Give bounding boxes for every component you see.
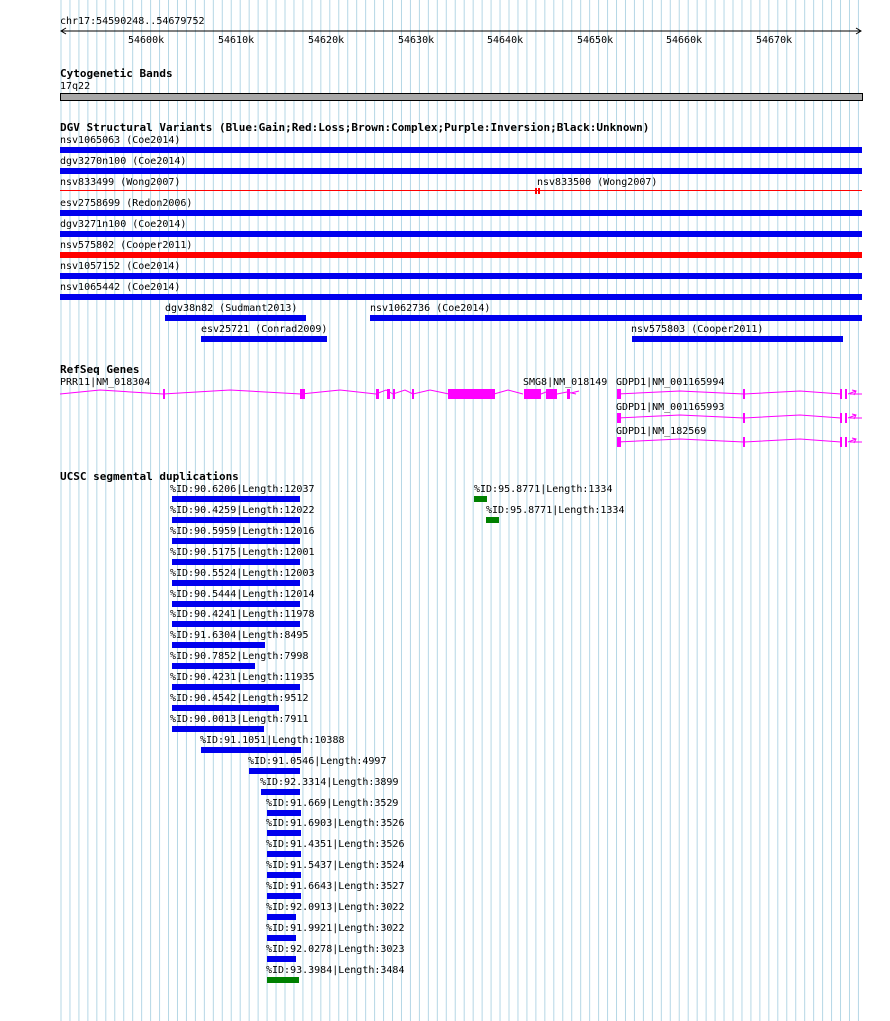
dgv-feature-bar[interactable]	[201, 336, 327, 342]
segdup-feature-label: %ID:90.4231|Length:11935	[170, 672, 315, 684]
dgv-feature-label: nsv1062736 (Coe2014)	[370, 303, 491, 314]
dgv-feature-bar[interactable]	[632, 336, 843, 342]
dgv-feature-bar[interactable]	[60, 231, 862, 237]
segdup-feature-label: %ID:95.8771|Length:1334	[486, 505, 625, 516]
gene-strand-arrow	[571, 391, 579, 393]
segdup-feature-bar[interactable]	[267, 977, 299, 983]
segdup-feature-label: %ID:91.4351|Length:3526	[266, 839, 405, 851]
segdup-feature-bar[interactable]	[172, 705, 279, 711]
segdup-feature-label: %ID:90.7852|Length:7998	[170, 651, 309, 663]
gene-label: GDPD1|NM_182569	[616, 426, 707, 437]
dgv-feature-label: nsv575803 (Cooper2011)	[631, 324, 764, 335]
ruler-tick-label: 54640k	[487, 35, 524, 46]
gene-exon	[300, 389, 305, 399]
segdup-track-title: UCSC segmental duplications	[60, 470, 239, 483]
dgv-feature-bar[interactable]	[60, 294, 862, 300]
gene-label: PRR11|NM_018304	[60, 377, 151, 388]
segdup-feature-label: %ID:90.5175|Length:12001	[170, 546, 315, 558]
gene-exon	[163, 389, 165, 399]
segdup-feature-label: %ID:92.0913|Length:3022	[266, 902, 405, 913]
ruler-tick-label: 54630k	[398, 35, 435, 46]
segdup-feature-label: %ID:90.5959|Length:12016	[170, 525, 315, 537]
gene-intron	[617, 391, 841, 394]
dgv-feature-bar[interactable]	[60, 147, 862, 153]
gene-exon	[617, 389, 621, 399]
gene-exon	[617, 437, 621, 447]
dgv-feature-bar[interactable]	[165, 315, 306, 321]
ruler-tick-label: 54600k	[128, 35, 165, 46]
segdup-feature-bar[interactable]	[249, 768, 300, 774]
gene-label: GDPD1|NM_001165994	[616, 377, 725, 388]
gene-label: SMG8|NM_018149	[523, 377, 608, 388]
dgv-feature-label: nsv1065063 (Coe2014)	[60, 135, 181, 146]
segdup-feature-bar[interactable]	[172, 559, 300, 565]
gene-intron	[617, 415, 841, 418]
segdup-feature-label: %ID:90.5524|Length:12003	[170, 567, 315, 579]
gene-label: GDPD1|NM_001165993	[616, 402, 725, 413]
cyto-track-title: Cytogenetic Bands	[60, 67, 173, 80]
dgv-feature-bar[interactable]	[60, 273, 862, 279]
segdup-feature-label: %ID:93.3984|Length:3484	[266, 964, 405, 976]
gene-intron	[617, 439, 841, 442]
segdup-feature-label: %ID:90.5444|Length:12014	[170, 588, 315, 600]
segdup-feature-bar[interactable]	[261, 789, 300, 795]
dgv-feature-bar[interactable]	[60, 168, 862, 174]
segdup-feature-label: %ID:90.4259|Length:12022	[170, 504, 315, 516]
segdup-feature-label: %ID:91.6903|Length:3526	[266, 818, 405, 830]
segdup-feature-label: %ID:90.0013|Length:7911	[170, 713, 309, 725]
gene-exon	[845, 413, 847, 423]
segdup-feature-bar[interactable]	[267, 914, 296, 920]
gene-exon	[743, 437, 745, 447]
gene-exon	[546, 389, 557, 399]
segdup-feature-bar[interactable]	[267, 893, 301, 899]
gene-intron	[60, 390, 449, 394]
dgv-track-title: DGV Structural Variants (Blue:Gain;Red:Loss;Brown:Complex;Purple:Inversion;Black:Unknown)	[60, 121, 650, 134]
cyto-band-bar[interactable]	[60, 93, 863, 101]
segdup-feature-bar[interactable]	[172, 663, 255, 669]
gene-exon	[376, 389, 379, 399]
segdup-feature-bar[interactable]	[172, 496, 300, 502]
gene-models[interactable]	[0, 380, 890, 470]
gene-exon	[845, 437, 847, 447]
segdup-feature-bar[interactable]	[172, 726, 264, 732]
segdup-feature-label: %ID:91.9921|Length:3022	[266, 922, 405, 934]
gene-strand-arrow	[848, 438, 862, 443]
dgv-feature-bar[interactable]	[60, 252, 862, 258]
dgv-feature-label: nsv1065442 (Coe2014)	[60, 282, 181, 293]
segdup-feature-label: %ID:91.5437|Length:3524	[266, 860, 405, 872]
segdup-feature-label: %ID:90.4241|Length:11978	[170, 609, 315, 621]
gene-strand-arrow	[848, 390, 862, 395]
dgv-feature-label: nsv1057152 (Coe2014)	[60, 261, 181, 272]
dgv-feature-bar[interactable]	[60, 190, 862, 191]
segdup-feature-label: %ID:91.6304|Length:8495	[170, 630, 309, 642]
dgv-feature-label: nsv833500 (Wong2007)	[537, 177, 658, 188]
gene-exon	[617, 413, 621, 423]
dgv-feature-label: nsv575802 (Cooper2011)	[60, 240, 193, 251]
segdup-feature-bar[interactable]	[267, 810, 301, 816]
gene-strand-arrow	[848, 414, 862, 419]
dgv-feature-bar[interactable]	[535, 188, 537, 194]
segdup-feature-bar[interactable]	[474, 496, 487, 502]
gene-exon	[567, 389, 570, 399]
gene-exon	[393, 389, 395, 399]
segdup-feature-bar[interactable]	[172, 538, 300, 544]
segdup-feature-bar[interactable]	[172, 517, 300, 523]
gene-exon	[412, 389, 414, 399]
gene-exon	[840, 389, 842, 399]
dgv-feature-label: dgv3271n100 (Coe2014)	[60, 219, 187, 230]
segdup-feature-bar[interactable]	[486, 517, 499, 523]
gene-exon	[840, 413, 842, 423]
gene-exon	[840, 437, 842, 447]
dgv-feature-bar[interactable]	[60, 210, 862, 216]
gene-exon	[387, 389, 390, 399]
segdup-feature-label: %ID:91.669|Length:3529	[266, 797, 399, 809]
gene-exon	[743, 413, 745, 423]
segdup-feature-label: %ID:95.8771|Length:1334	[474, 484, 613, 495]
cyto-band-label: 17q22	[60, 81, 91, 92]
segdup-feature-bar[interactable]	[267, 851, 301, 857]
dgv-feature-label: nsv833499 (Wong2007)	[60, 177, 181, 188]
segdup-feature-bar[interactable]	[172, 621, 300, 627]
segdup-feature-label: %ID:91.0546|Length:4997	[248, 755, 387, 767]
refseq-track-title: RefSeq Genes	[60, 363, 140, 376]
segdup-feature-label: %ID:92.0278|Length:3023	[266, 943, 405, 955]
segdup-feature-label: %ID:91.1051|Length:10388	[200, 734, 345, 746]
segdup-feature-bar[interactable]	[267, 935, 296, 941]
dgv-feature-bar[interactable]	[538, 188, 540, 194]
segdup-feature-bar[interactable]	[267, 830, 301, 836]
gene-exon	[524, 389, 541, 399]
dgv-feature-label: esv2758699 (Redon2006)	[60, 198, 193, 209]
segdup-feature-bar[interactable]	[172, 580, 300, 586]
ruler-tick-label: 54670k	[756, 35, 793, 46]
segdup-feature-bar[interactable]	[267, 956, 296, 962]
ruler-tick-label: 54610k	[218, 35, 255, 46]
segdup-feature-bar[interactable]	[172, 642, 265, 648]
gene-exon	[743, 389, 745, 399]
segdup-feature-bar[interactable]	[172, 684, 300, 690]
dgv-feature-label: dgv3270n100 (Coe2014)	[60, 156, 187, 167]
ruler-tick-label: 54660k	[666, 35, 703, 46]
location-label: chr17:54590248..54679752	[60, 16, 205, 27]
segdup-feature-label: %ID:90.6206|Length:12037	[170, 484, 315, 495]
ruler-tick-label: 54650k	[577, 35, 614, 46]
segdup-feature-label: %ID:90.4542|Length:9512	[170, 693, 309, 704]
segdup-feature-label: %ID:91.6643|Length:3527	[266, 881, 405, 893]
dgv-feature-label: esv25721 (Conrad2009)	[201, 324, 328, 335]
dgv-feature-label: dgv38n82 (Sudmant2013)	[165, 303, 298, 314]
segdup-feature-bar[interactable]	[267, 872, 301, 878]
segdup-feature-label: %ID:92.3314|Length:3899	[260, 776, 399, 788]
ruler-tick-label: 54620k	[308, 35, 345, 46]
gene-exon	[448, 389, 495, 399]
dgv-feature-bar[interactable]	[370, 315, 862, 321]
segdup-feature-bar[interactable]	[201, 747, 301, 753]
segdup-feature-bar[interactable]	[172, 601, 300, 607]
gene-exon	[845, 389, 847, 399]
